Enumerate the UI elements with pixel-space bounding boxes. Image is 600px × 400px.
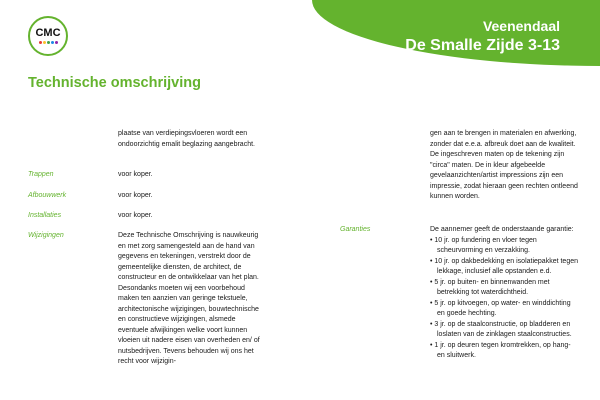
list-item: • 3 jr. op de staalconstructie, op bladderen en loslaten van de zinklagen staalconstructies.: [430, 320, 572, 338]
section-label-installaties: Installaties: [28, 212, 62, 219]
section-text-wijzigingen: Deze Technische Omschrijving is nauwkeurig en met zorg samengesteld aan de hand van gegevens en tekeningen, verstrekt door de gemeentelijke diensten, de architect, de constructeur en de ontwikkelaar van het plan. Desondanks moeten wij een voorbehoud maken ten aanzien van geringe tekstuele, architectonische wijzigingen, bouwtechnische en constructieve wijzigingen, alsmede eventuele afwijkingen welke voort kunnen vloeien uit nadere eisen van overheden en/ of nutsbedrijven. Tevens behouden wij ons het recht voor wijzigin-: [118, 232, 260, 365]
logo-dots: [39, 41, 58, 44]
list-item: • 10 jr. op dakbedekking en isolatiepakket tegen lekkage, inclusief alle opstanden e.d.: [430, 257, 578, 275]
header-address: De Smalle Zijde 3-13: [405, 37, 560, 54]
logo-dot: [47, 41, 50, 44]
continuation-paragraph: gen aan te brengen in materialen en afwerking, zonder dat e.e.a. afbreuk doet aan de kwaliteit. De ingeschreven maten op de tekening zijn "circa" maten. De in kleur afgebeelde gevelaanzichten/artist impressions zijn een impressie, zodat hieraan geen rechten ontleend kunnen worden.: [430, 130, 578, 200]
list-item: • 10 jr. op fundering en vloer tegen scheurvorming en verzakking.: [430, 236, 537, 254]
logo-text: CMC: [35, 27, 61, 39]
section-label-trappen: Trappen: [28, 171, 54, 178]
list-item: • 5 jr. op buiten- en binnenwanden met betrekking tot waterdichtheid.: [430, 278, 550, 296]
guarantee-block: [430, 225, 580, 362]
section-label-afbouwwerk: Afbouwwerk: [28, 192, 67, 199]
logo-dot: [55, 41, 58, 44]
list-item: • 1 jr. op deuren tegen kromtrekken, op hang- en sluitwerk.: [430, 341, 571, 359]
guarantee-intro: De aannemer geeft de onderstaande garantie:: [430, 226, 574, 233]
intro-paragraph: plaatse van verdiepingsvloeren wordt een ondoorzichtig emalit beglazing aangebracht.: [118, 130, 255, 148]
section-label-garanties: Garanties: [340, 226, 371, 233]
company-logo: [28, 16, 68, 56]
section-text-afbouwwerk: voor koper.: [118, 192, 153, 199]
logo-dot: [39, 41, 42, 44]
guarantee-list: [430, 236, 580, 362]
header-city: Veenendaal: [482, 18, 560, 34]
document-title: Technische omschrijving: [28, 75, 201, 91]
list-item: • 5 jr. op kitvoegen, op water- en winddichting en goede hechting.: [430, 299, 571, 317]
section-label-wijzigingen: Wijzigingen: [28, 232, 64, 239]
logo-dot: [43, 41, 46, 44]
section-text-installaties: voor koper.: [118, 212, 153, 219]
logo-dot: [51, 41, 54, 44]
section-text-trappen: voor koper.: [118, 171, 153, 178]
